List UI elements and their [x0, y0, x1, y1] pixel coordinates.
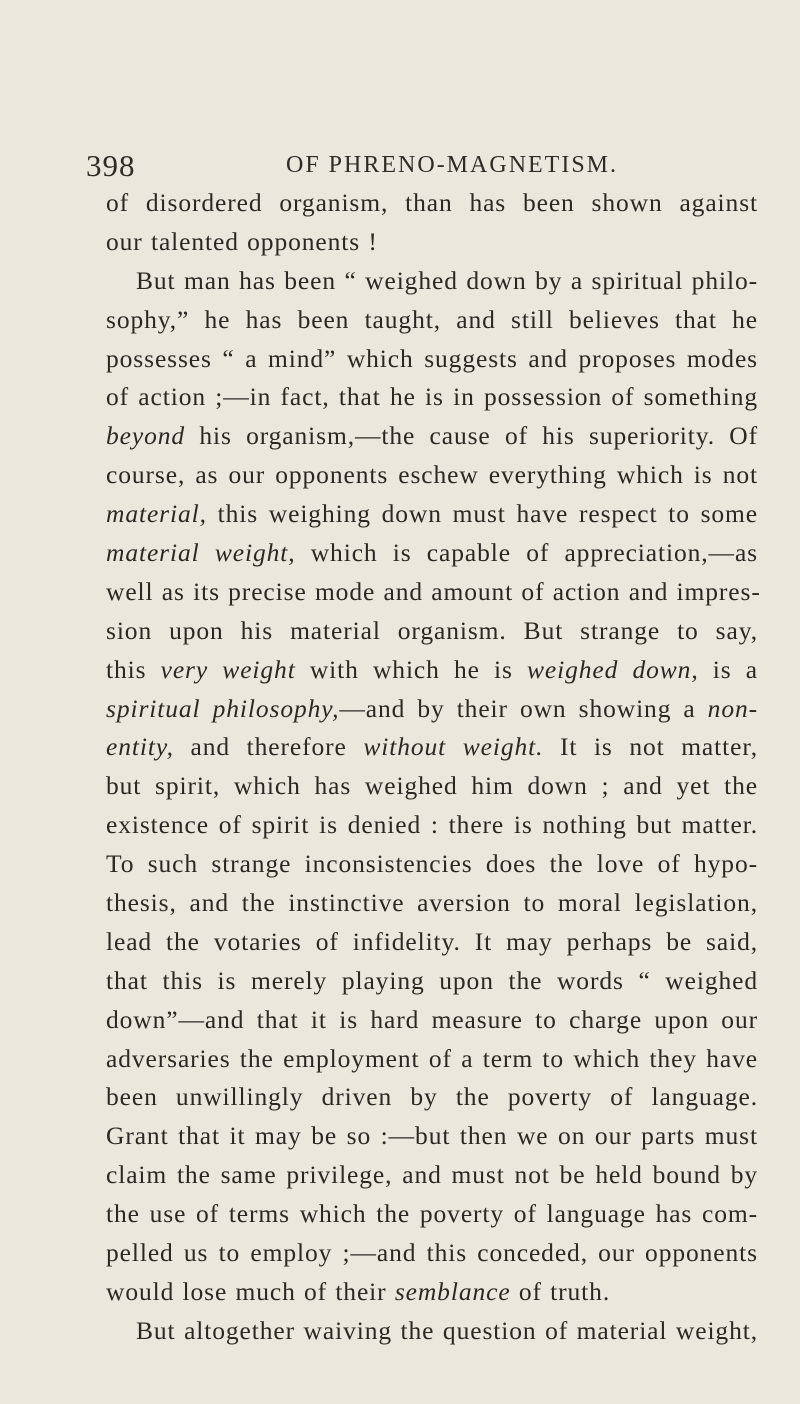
- italic-text: material weight,: [106, 538, 296, 568]
- text-span: is a: [698, 654, 758, 684]
- text-line: lead the votaries of infidelity. It may perhaps be said,: [106, 926, 758, 956]
- text-line: our talented opponents !: [106, 226, 378, 256]
- text-line: been unwillingly driven by the poverty of language.: [106, 1082, 758, 1112]
- text-line: [106, 417, 758, 456]
- italic-text: entity,: [106, 732, 174, 762]
- text-line: [106, 1273, 758, 1312]
- text-line: [106, 534, 758, 573]
- italic-text: spiritual philosophy,: [106, 693, 340, 723]
- text-span: would lose much of their: [106, 1276, 395, 1306]
- italic-text: non-: [707, 693, 759, 723]
- text-line: that this is merely playing upon the words “ weighed: [106, 965, 758, 995]
- text-line: adversaries the employment of a term to which they have: [106, 1043, 758, 1073]
- italic-text: material,: [106, 499, 207, 529]
- text-line: Grant that it may be so :—but then we on our parts must: [106, 1121, 758, 1151]
- text-span: with which he is: [295, 654, 528, 684]
- text-line: sophy,” he has been taught, and still believes that he: [106, 304, 758, 334]
- text-line: But man has been “ weighed down by a spiritual philo-: [136, 265, 758, 295]
- text-line: the use of terms which the poverty of language has com-: [106, 1199, 758, 1229]
- text-span: It is not matter,: [543, 732, 758, 762]
- text-line: of disordered organism, than has been shown against: [106, 188, 758, 217]
- text-line: down”—and that it is hard measure to charge upon our: [106, 1004, 758, 1034]
- text-line: pelled us to employ ;—and this conceded, our opponents: [106, 1238, 758, 1268]
- italic-text: beyond: [106, 421, 186, 451]
- text-line: To such strange inconsistencies does the love of hypo-: [106, 849, 758, 879]
- text-line: well as its precise mode and amount of action and impres-: [106, 576, 761, 606]
- italic-text: weighed down,: [527, 654, 699, 684]
- text-span: of truth.: [510, 1276, 611, 1306]
- body-text: [106, 184, 761, 1351]
- text-span: this weighing down must have respect to some: [206, 499, 758, 529]
- text-line: existence of spirit is denied : there is nothing but matter.: [106, 810, 758, 840]
- italic-text: without weight.: [363, 732, 544, 762]
- text-line: [106, 495, 758, 534]
- text-line: [106, 651, 758, 690]
- text-span: this: [106, 654, 161, 684]
- text-line: possesses “ a mind” which suggests and proposes modes: [106, 343, 758, 373]
- running-head: OF PHRENO-MAGNETISM.: [286, 152, 619, 178]
- text-line: sion upon his material organism. But strange to say,: [106, 615, 758, 645]
- text-span: his organism,—the cause of his superiority. Of: [185, 421, 758, 451]
- italic-text: very weight: [160, 654, 296, 684]
- text-line: but spirit, which has weighed him down ; and yet the: [106, 771, 758, 801]
- text-line: course, as our opponents eschew everything which is not: [106, 460, 758, 490]
- text-span: which is capable of appreciation,—as: [295, 538, 758, 568]
- text-line: [106, 728, 758, 767]
- text-line: [106, 690, 758, 729]
- text-line: thesis, and the instinctive aversion to moral legislation,: [106, 888, 758, 918]
- text-span: —and by their own showing a: [339, 693, 708, 723]
- text-line: of action ;—in fact, that he is in possession of something: [106, 382, 758, 412]
- text-span: and therefore: [173, 732, 364, 762]
- text-line: claim the same privilege, and must not be held bound by: [106, 1160, 758, 1190]
- page-number: 398: [86, 148, 136, 183]
- page-header: [86, 148, 746, 188]
- italic-text: semblance: [394, 1276, 511, 1306]
- text-line: But altogether waiving the question of material weight,: [136, 1315, 758, 1345]
